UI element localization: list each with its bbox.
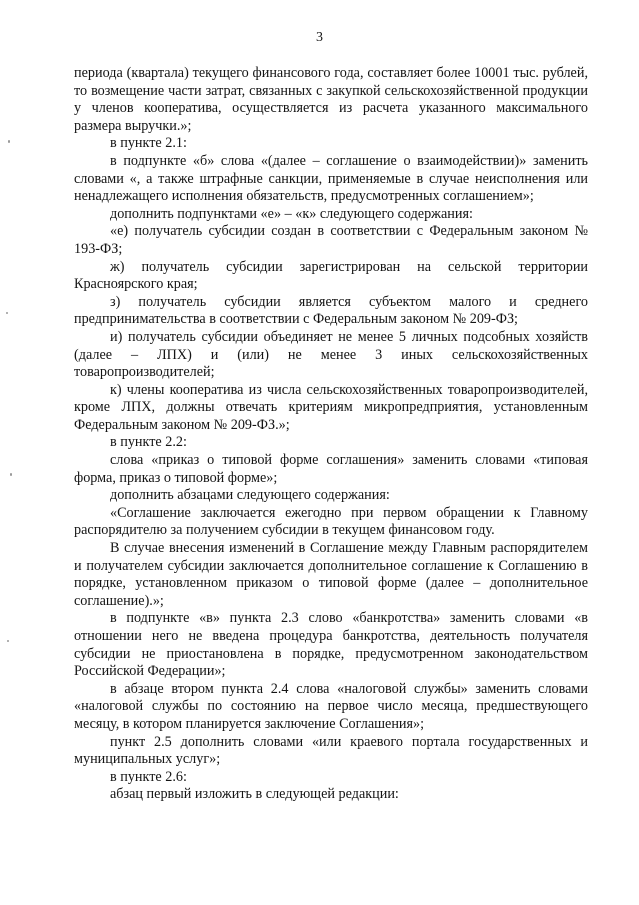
paragraph: дополнить абзацами следующего содержания: (110, 487, 390, 504)
scan-artifact (10, 473, 12, 476)
paragraph: периода (квартала) текущего финансового года, составляет более 10001 тыс. рублей, то возмещение части затрат, связанных с закупкой сельскохозяйственной продукции у членов кооператива, осуществляется из расчета указанного максимального размера выручки.»; (74, 65, 588, 134)
paragraph: в пункте 2.1: (110, 135, 187, 152)
paragraph: «е) получатель субсидии создан в соответствии с Федеральным законом № 193-ФЗ; (74, 223, 588, 257)
scan-artifact (7, 640, 9, 642)
paragraph: ж) получатель субсидии зарегистрирован на сельской территории Красноярского края; (74, 258, 588, 293)
paragraph: в подпункте «б» слова «(далее – соглашение о взаимодействии)» заменить словами «, а также штрафные санкции, применяемые в случае неисполнения или ненадлежащего исполнения обязательств, предусмотренных соглашением»; (74, 152, 588, 205)
paragraph: в пункте 2.2: (110, 434, 187, 451)
paragraph: пункт 2.5 дополнить словами «или краевого портала государственных и муниципальных услуг»; (74, 733, 588, 768)
page-number: 3 (316, 30, 323, 45)
paragraph: дополнить подпунктами «е» – «к» следующего содержания: (110, 205, 473, 222)
paragraph: слова «приказ о типовой форме соглашения» заменить словами «типовая форма, приказ о типовой форме»; (74, 452, 588, 486)
paragraph: и) получатель субсидии объединяет не менее 5 личных подсобных хозяйств (далее – ЛПХ) и (или) не менее 3 иных сельскохозяйственных товаропроизводителей; (74, 328, 588, 381)
scan-artifact (6, 312, 8, 314)
paragraph: В случае внесения изменений в Соглашение между Главным распорядителем и получателем субсидии заключается дополнительное соглашение к Соглашению в порядке, установленном приказом о типовой форме (далее – дополнительное соглашение).»; (74, 540, 588, 609)
document-body (74, 65, 588, 804)
paragraph: к) члены кооператива из числа сельскохозяйственных товаропроизводителей, кроме ЛПХ, должны отвечать критериям микропредприятия, установленным Федеральным законом № 209-ФЗ.»; (74, 381, 588, 433)
paragraph: в абзаце втором пункта 2.4 слова «налоговой службы» заменить словами «налоговой службы по состоянию на первое число месяца, предшествующего месяцу, в котором планируется заключение Соглашения»; (74, 680, 588, 732)
paragraph: абзац первый изложить в следующей редакции: (110, 786, 399, 803)
paragraph: в подпункте «в» пункта 2.3 слово «банкротства» заменить словами «в отношении него не введена процедура банкротства, деятельность получателя субсидии не приостановлена в порядке, предусмотренном законодательством Российской Федерации»; (74, 610, 588, 680)
paragraph: в пункте 2.6: (110, 768, 187, 785)
paragraph: з) получатель субсидии является субъектом малого и среднего предпринимательства в соответствии с Федеральным законом № 209-ФЗ; (74, 293, 588, 328)
scan-artifact (8, 140, 10, 143)
paragraph: «Соглашение заключается ежегодно при первом обращении к Главному распорядителю за получением субсидии в текущем финансовом году. (74, 504, 588, 539)
